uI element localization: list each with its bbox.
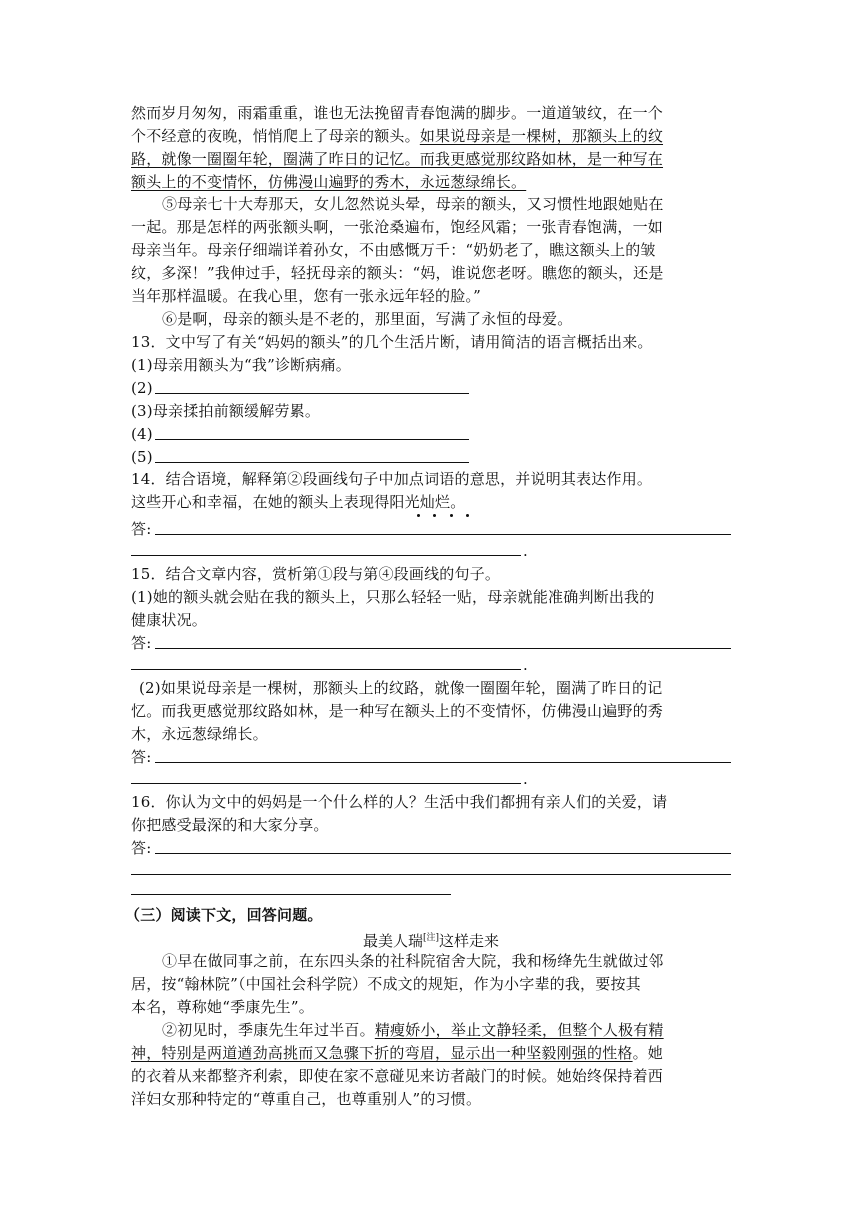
question-16-stem: 16．你认为文中的妈妈是一个什么样的人？生活中我们都拥有亲人们的关爱，请 (131, 793, 668, 811)
question-15-sub1: 健康状况。 (131, 611, 208, 629)
passage-line: 母亲当年。母亲仔细端详着孙女，不由感慨万千：“奶奶老了，瞧这额头上的皱 (131, 241, 656, 259)
question-15-sub2: 忆。而我更感觉那纹路如林，是一种写在额头上的不变情怀，仿佛漫山遍野的秀 (131, 702, 664, 720)
line-end-mark: . (523, 770, 528, 788)
underlined-sentence: 精瘦娇小，举止文静轻柔，但整个人极有精 (374, 1021, 664, 1039)
answer-line[interactable] (131, 555, 521, 556)
line-end-mark: . (523, 542, 528, 560)
passage-line: ⑥是啊，母亲的额头是不老的，那里面，写满了永恒的母爱。 (162, 310, 573, 328)
answer-label: 答: (131, 839, 152, 857)
answer-line[interactable] (131, 894, 451, 895)
passage-line: 的衣着从来都整齐利索，即使在家不意碰见来访者敲门的时候。她始终保持着西 (131, 1067, 664, 1085)
passage-line: 本名，尊称她“季康先生”。 (131, 998, 314, 1016)
passage-line: 个不经意的夜晚，悄悄爬上了母亲的额头。如果说母亲是一棵树，那额头上的纹 (131, 127, 664, 145)
question-15-sub2: 木，永远葱绿绵长。 (131, 725, 268, 743)
passage-line: ⑤母亲七十大寿那天，女儿忽然说头晕，母亲的额头，又习惯性地跟她贴在 (162, 195, 664, 213)
question-13-stem: 13．文中写了有关“妈妈的额头”的几个生活片断，请用简洁的语言概括出来。 (131, 333, 653, 351)
question-13-item-1: (1)母亲用额头为“我”诊断病痛。 (131, 356, 351, 374)
question-14-sentence: 这些开心和幸福，在她的额头上表现得阳光灿烂。 (131, 493, 466, 511)
answer-line[interactable] (131, 874, 731, 875)
passage-line: ①早在做同事之前，在东四头条的社科院宿舍大院，我和杨绛先生就做过邻 (162, 952, 664, 970)
answer-line[interactable] (131, 669, 521, 670)
underlined-sentence: 神，特别是两道遒劲高挑而又急骤下折的弯眉，显示出一种坚毅刚强的性格 (131, 1044, 633, 1062)
answer-line[interactable] (155, 762, 731, 763)
underlined-sentence: 路，就像一圈圈年轮，圈满了昨日的记忆。而我更感觉那纹路如林，是一种写在 (131, 150, 664, 168)
passage-line: 神，特别是两道遒劲高挑而又急骤下折的弯眉，显示出一种坚毅刚强的性格。她 (131, 1044, 664, 1062)
answer-blank-13-5[interactable] (155, 462, 469, 463)
answer-label: 答: (131, 520, 152, 538)
question-16-stem: 你把感受最深的和大家分享。 (131, 816, 329, 834)
answer-line[interactable] (155, 853, 731, 854)
question-13-item-4-label: (4) (131, 425, 153, 443)
passage-line: 然而岁月匆匆，雨霜重重，谁也无法挽留青春饱满的脚步。一道道皱纹，在一个 (131, 104, 664, 122)
footnote-mark: [注] (422, 933, 440, 943)
answer-blank-13-4[interactable] (155, 439, 469, 440)
passage-line: 洋妇女那种特定的“尊重自己，也尊重别人”的习惯。 (131, 1090, 482, 1108)
question-15-sub1: (1)她的额头就会贴在我的额头上，只那么轻轻一贴，母亲就能准确判断出我的 (131, 588, 655, 606)
question-13-item-5-label: (5) (131, 448, 153, 466)
passage-line: 居，按“翰林院”（中国社会科学院）不成文的规矩，作为小字辈的我，要按其 (131, 975, 641, 993)
passage-line: 当年那样温暖。在我心里，您有一张永远年轻的脸。” (131, 287, 481, 305)
passage-line: 一起。那是怎样的两张额头啊，一张沧桑遍布，饱经风霜；一张青春饱满，一如 (131, 218, 664, 236)
answer-line[interactable] (155, 534, 731, 535)
answer-label: 答: (131, 634, 152, 652)
underlined-sentence: 额头上的不变情怀，仿佛漫山遍野的秀木，永远葱绿绵长。 (131, 173, 527, 191)
answer-label: 答: (131, 748, 152, 766)
line-end-mark: . (523, 656, 528, 674)
question-13-item-2-label: (2) (131, 379, 153, 397)
answer-line[interactable] (155, 648, 731, 649)
answer-line[interactable] (131, 783, 521, 784)
question-15-sub2: (2)如果说母亲是一棵树，那额头上的纹路，就像一圈圈年轮，圈满了昨日的记 (139, 679, 663, 697)
question-14-stem: 14．结合语境，解释第②段画线句子中加点词语的意思，并说明其表达作用。 (131, 470, 653, 488)
question-13-item-3: (3)母亲揉拍前额缓解劳累。 (131, 402, 321, 420)
question-15-stem: 15．结合文章内容，赏析第①段与第④段画线的句子。 (131, 565, 501, 583)
answer-blank-13-2[interactable] (155, 393, 469, 394)
article-title: 最美人瑞[注]这样走来 (362, 932, 500, 950)
passage-line: 纹，多深！”我伸过手，轻抚母亲的额头：“妈，谁说您老呀。瞧您的额头，还是 (131, 264, 664, 282)
section-heading: （三）阅读下文，回答问题。 (125, 906, 323, 924)
underlined-sentence: 如果说母亲是一棵树，那额头上的纹 (419, 127, 664, 145)
passage-line: ②初见时，季康先生年过半百。精瘦娇小，举止文静轻柔，但整个人极有精 (162, 1021, 664, 1039)
